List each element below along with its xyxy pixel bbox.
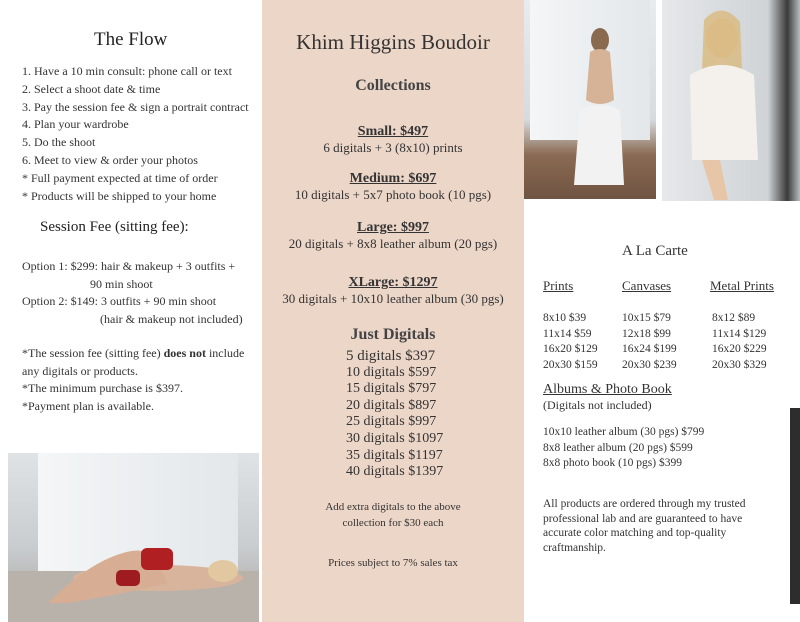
price-item: 20x30 $239 [622,358,677,371]
session-notes [22,345,257,415]
price-item: 20x30 $329 [712,358,767,371]
package-medium-desc: 10 digitals + 5x7 photo book (10 pgs) [294,187,492,202]
option2-line2: (hair & makeup not included) [100,311,243,326]
note-bold: does not [163,346,206,360]
sales-tax-note: Prices subject to 7% sales tax [328,557,458,569]
flow-step: 4. Plan your wardrobe [22,117,129,132]
note-session-fee [22,345,257,380]
flow-step: 5. Do the shoot [22,135,96,150]
option1-line2: 90 min shoot [90,276,153,291]
digitals-item: 30 digitals $1097 [346,430,444,446]
digitals-item: 35 digitals $1197 [346,447,443,463]
a-la-carte-title: A La Carte [622,243,688,259]
package-large-name: Large: $997 [357,220,429,235]
flow-step: 1. Have a 10 min consult: phone call or text [22,64,232,78]
collections-heading: Collections [355,77,431,94]
album-item: 8x8 leather album (20 pgs) $599 [543,441,693,454]
price-item: 12x18 $99 [622,327,671,340]
digitals-item: 10 digitals $597 [346,364,437,380]
note-suffix: include any digitals or products. [22,346,245,378]
price-item: 20x30 $159 [543,358,598,371]
flow-step: 2. Select a shoot date & time [22,81,161,96]
albums-subheading: (Digitals not included) [543,398,652,412]
flow-step: 6. Meet to view & order your photos [22,152,198,167]
package-large-desc: 20 digitals + 8x8 leather album (20 pgs) [288,236,498,251]
boudoir-photo-reclining [8,453,259,622]
metal-prints-heading: Metal Prints [710,278,774,293]
albums-list [543,425,704,472]
price-item: 10x15 $79 [622,312,671,324]
extra-line1: Add extra digitals to the above [325,501,461,513]
package-xlarge-name: XLarge: $1297 [348,275,438,290]
digitals-item: 5 digitals $397 [346,348,436,364]
note-minimum: *The minimum purchase is $397. [22,381,183,396]
option2-line1: Option 2: $149: 3 outfits + 90 min shoot [22,294,217,308]
package-medium-name: Medium: $697 [349,171,437,186]
page-edge-bar [790,408,800,604]
flow-step: * Full payment expected at time of order [22,170,218,185]
flow-step: 3. Pay the session fee & sign a portrait contract [22,99,249,114]
note-payment-plan: *Payment plan is available. [22,398,154,413]
boudoir-photo-sweater [662,0,768,201]
package-small-desc: 6 digitals + 3 (8x10) prints [323,140,463,155]
flow-steps-list [22,63,249,205]
studio-title: Khim Higgins Boudoir [296,30,490,54]
package-xlarge-desc: 30 digitals + 10x10 leather album (30 pgs) [282,291,504,306]
package-small-name: Small: $497 [357,124,429,139]
canvases-heading: Canvases [622,278,672,293]
extra-line2: collection for $30 each [342,517,444,529]
price-item: 8x10 $39 [543,312,587,324]
digitals-price-list [346,348,443,481]
price-item: 16x24 $199 [622,343,677,355]
extra-digitals-note [262,499,524,531]
prints-list [543,311,598,373]
albums-heading: Albums & Photo Book [543,382,672,397]
note-prefix: *The session fee (sitting fee) [22,346,164,360]
option1-line1: Option 1: $299: hair & makeup + 3 outfits + [22,259,236,273]
price-item: 8x12 $89 [712,312,756,324]
digitals-item: 15 digitals $797 [346,381,437,397]
price-item: 16x20 $229 [712,343,767,355]
price-item: 11x14 $129 [712,327,767,340]
window-frame-edge [768,0,800,201]
album-item: 10x10 leather album (30 pgs) $799 [543,426,705,438]
flow-step: * Products will be shipped to your home [22,188,217,203]
digitals-item: 25 digitals $997 [346,414,437,430]
digitals-item: 40 digitals $1397 [346,464,444,480]
prints-heading: Prints [543,278,574,293]
session-fee-title: Session Fee (sitting fee): [40,219,189,235]
price-item: 11x14 $59 [543,327,592,340]
album-item: 8x8 photo book (10 pgs) $399 [543,457,682,469]
digitals-item: 20 digitals $897 [346,397,437,413]
boudoir-photo-window [524,0,656,199]
price-item: 16x20 $129 [543,343,598,355]
just-digitals-heading: Just Digitals [350,326,436,343]
session-fee-options [22,258,243,328]
metal-prints-list [712,311,767,373]
canvases-list [622,311,677,373]
flow-title: The Flow [94,29,168,50]
lab-quality-note: All products are ordered through my trusted professional lab and are guaranteed to have accurate color matching and top-quality craftmanship. [543,498,746,554]
